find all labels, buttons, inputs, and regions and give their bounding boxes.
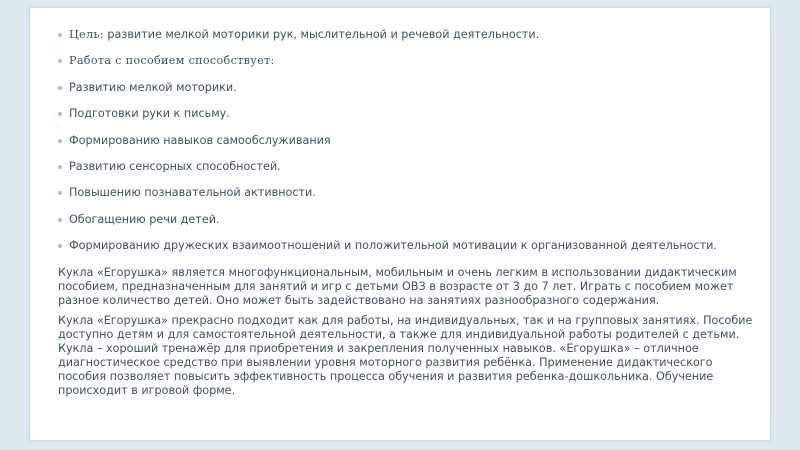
bullet-list xyxy=(58,28,763,266)
bullet-goal xyxy=(58,28,763,54)
bullet-item: Формированию навыков самообслуживания xyxy=(58,134,763,160)
bullet-item: Формированию дружеских взаимоотношений и положительной мотивации к организованной деятельности. xyxy=(58,239,763,265)
paragraph-description: Кукла «Егорушка» является многофункциональным, мобильным и очень легким в использовании дидактическим пособием, предназначенным для занятий и игр с детьми ОВЗ в возрасте от 3 до 7 лет. Играть с пособием может разное количество детей. Оно может быть задействовано на занятиях разнообразного содержания. xyxy=(58,265,737,307)
goal-label: Цель xyxy=(69,28,100,41)
bullet-work-with-aid xyxy=(58,54,763,80)
slide xyxy=(30,8,770,440)
bullet-item: Развитию сенсорных способностей. xyxy=(58,160,763,186)
slide-content xyxy=(58,28,763,404)
bullet-item: Развитию мелкой моторики. xyxy=(58,81,763,107)
work-with-aid-text: Работа с пособием способствует: xyxy=(69,54,275,68)
bullet-item: Обогащению речи детей. xyxy=(58,213,763,239)
bullet-item: Подготовки руки к письму. xyxy=(58,107,763,133)
paragraph-usage: Кукла «Егорушка» прекрасно подходит как для работы, на индивидуальных, так и на групповых занятиях. Пособие доступно детям и для самостоятельной деятельности, а также для индивидуальной работы родителей с детьми. Кукла – хороший тренажёр для приобретения и закрепления полученных навыков. «Егорушка» – отличное диагностическое средство при выявлении уровня моторного развития ребёнка. Применение дидактического пособия позволяет повысить эффективность процесса обучения и развития ребенка-дошкольника. Обучение происходит в игровой форме. xyxy=(58,313,753,397)
bullet-item: Повышению познавательной активности. xyxy=(58,186,763,212)
goal-colon: : xyxy=(99,28,104,41)
goal-text: развитие мелкой моторики рук, мыслительной и речевой деятельности. xyxy=(103,28,540,41)
